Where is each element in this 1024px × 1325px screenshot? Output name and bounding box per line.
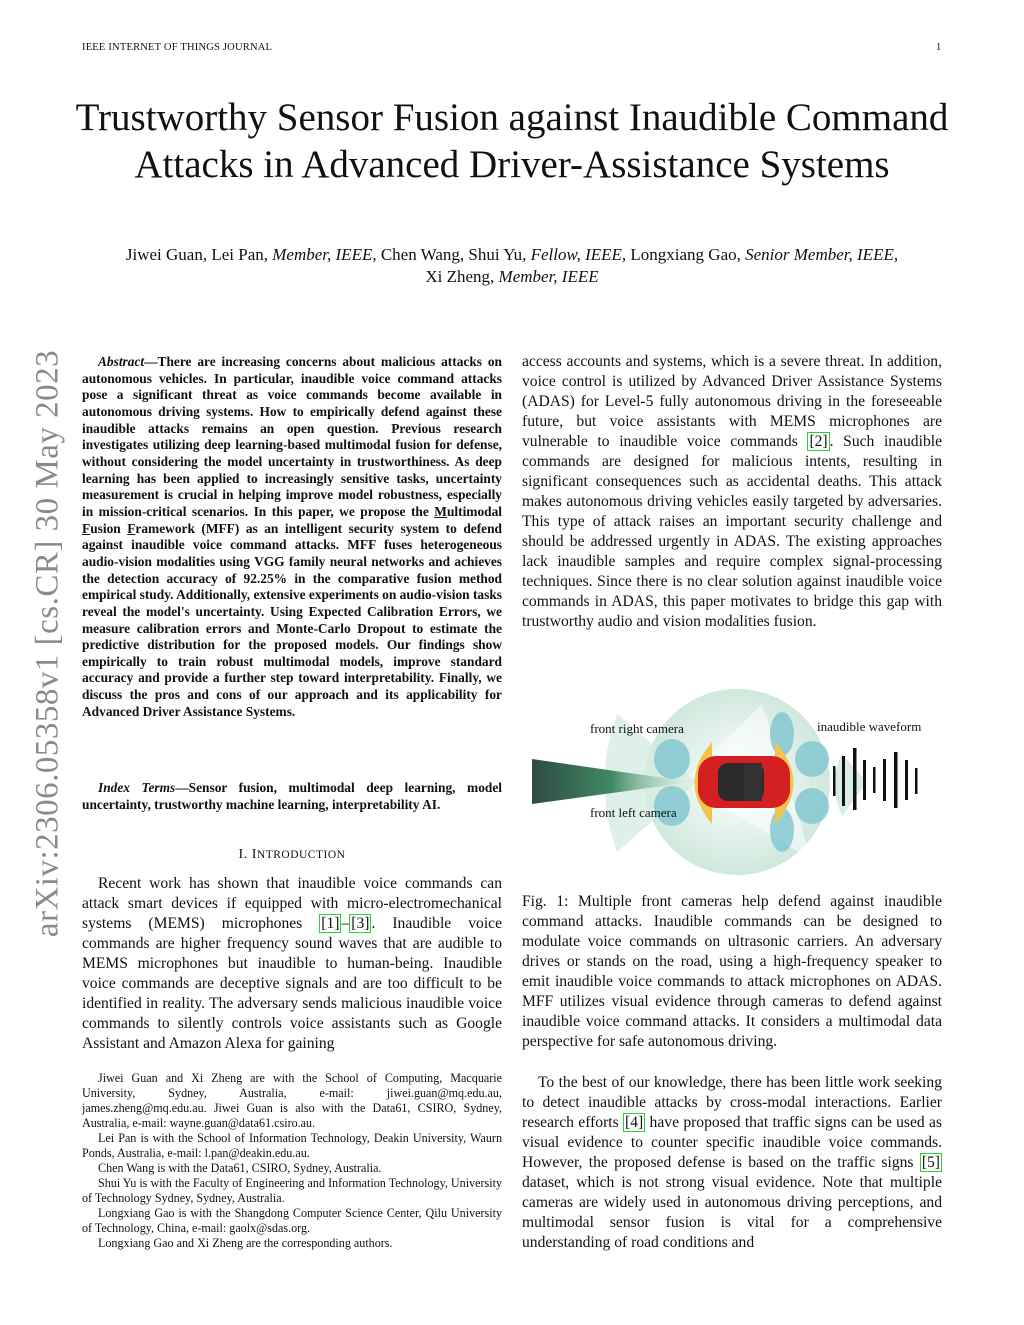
underline: F [127,520,136,536]
abstract-text: ultimodal [446,503,502,519]
citation-link[interactable]: [1] [321,915,340,932]
section-heading [82,847,502,863]
underline: F [82,520,91,536]
section-title: NTRODUCTION [256,849,346,861]
footnote: Shui Yu is with the Faculty of Engineering and Information Technology, University of Technology Sydney, Sydney, Australia. [82,1176,502,1205]
footnote: Longxiang Gao is with the Shangdong Computer Science Center, Qilu University of Technology, China, e-mail: gaolx@sdas.org. [82,1206,502,1235]
citation-link[interactable]: [3] [351,915,370,932]
author-role: Member, IEEE [498,267,599,286]
abstract-text: ramework [135,520,195,536]
page-number: 1 [936,42,942,53]
author: Lei Pan, [211,245,273,264]
figure-label: inaudible waveform [817,719,922,734]
text: To the best of our knowledge, there has been little work seeking to detect inaudible attacks by cross-modal interactions. Earlier research efforts [522,1074,942,1131]
figure-caption: Fig. 1: Multiple front cameras help defend against inaudible command attacks. Inaudible commands can be designed to modulate voice commands on ultrasonic carriers. An adversary drives or stands on the road, using a high-frequency speaker to emit inaudible voice commands to attack microphones on ADAS. MFF utilizes visual evidence through cameras to defend against inaudible voice command attacks. It considers a multimodal data perspective for safe autonomous driving. [522,893,942,1050]
figure-label: front right camera [590,721,684,736]
figure-1-illustration [522,684,942,884]
citation-link[interactable]: [5] [921,1154,940,1171]
section-title: I [251,847,257,862]
dash: — [144,354,158,369]
author: Shui Yu, [468,245,531,264]
author: Longxiang Gao, [630,245,746,264]
author: Xi Zheng, [425,267,499,286]
paper-title: Trustworthy Sensor Fusion against Inaudible Command Attacks in Advanced Driver-Assistance Systems [75,96,949,186]
text: have proposed that traffic signs can be used as visual evidence to counter specific inaudible voice commands. However, the proposed defense is based on the traffic signs [522,1114,943,1171]
index-terms-label: Index Terms [98,780,176,795]
index-terms-text: —Sensor fusion, multimodal deep learning, model uncertainty, trustworthy machine learning, interpretability AI. [82,780,502,812]
text: . Inaudible voice commands are higher frequency sound waves that are audible to MEMS microphones but inaudible to human-being. Inaudible voice commands are deceptive signals and are too difficult to be identified in reality. The adversary sends malicious inaudible voice commands to silently controls voice assistants such as Google Assistant and Amazon Alexa for gaining [82,915,502,1052]
text: access accounts and systems, which is a severe threat. In addition, voice control is utilized by Advanced Driver Assistance Systems (ADAS) for Level-5 fully autonomous driving in the foreseeable future, but voice assistants with MEMS microphones are vulnerable to inaudible voice commands [522,353,942,450]
index-terms [82,780,502,813]
footnotes [82,1071,502,1251]
citation-link[interactable]: [4] [625,1114,644,1131]
abstract [82,354,502,720]
footnote: Longxiang Gao and Xi Zheng are the corresponding authors. [98,1236,393,1250]
author: Chen Wang, [380,245,469,264]
author: Jiwei Guan, [125,245,212,264]
abstract-label: Abstract [98,354,145,369]
figure-label: front left camera [590,805,677,820]
footnote: Jiwei Guan and Xi Zheng are with the School of Computing, Macquarie University, Sydney, Australia, e-mail: jiwei.guan@mq.edu.au, james.zheng@mq.edu.au. Jiwei Guan is also with the Data61, CSIRO, Sydney, Australia, e-mail: wayne.guan@data61.csiro.au. [82,1071,502,1130]
author-role: Member, IEEE, [272,245,381,264]
footnote: Lei Pan is with the School of Information Technology, Deakin University, Waurn Ponds, Australia, e-mail: l.pan@deakin.edu.au. [82,1131,502,1160]
running-header: IEEE INTERNET OF THINGS JOURNAL [82,42,273,53]
arxiv-stamp: arXiv:2306.05358v1 [cs.CR] 30 May 2023 [29,349,66,938]
citation-link[interactable]: [2] [809,433,828,450]
abstract-text: (MFF) as an intelligent security system to defend against inaudible voice command attacks. MFF fuses heterogeneous audio-vision modalities using VGG family neural networks and achieves the detection accuracy of 92.25% in the comparative fusion method empirical study. Additionally, extensive experiments on audio-vision tasks reveal the model's uncertainty. Using Expected Calibration Errors, we measure calibration errors and Monte-Carlo Dropout to estimate the predictive distribution for the proposed models. Our findings show empirically to train robust multimodal models, improve standard accuracy and provide a further step toward interpretability. Finally, we discuss the pros and cons of our approach and its applicability for Advanced Driver Assistance Systems. [82,520,503,719]
author-role: Fellow, IEEE, [530,245,631,264]
footnote: Chen Wang is with the Data61, CSIRO, Sydney, Australia. [98,1161,382,1175]
text: dataset, which is not strong visual evidence. Note that multiple cameras are widely used in autonomous driving perceptions, and multimodal sensor fusion is vital for a comprehensive understanding of road conditions and [522,1174,942,1251]
intro-paragraph [82,874,502,1054]
section-number: I. [238,847,252,862]
text: . Such inaudible commands are designed for malicious intents, resulting in significant consequences such as accidental deaths. This attack makes autonomous driving vehicles easily targeted by adversaries. This type of attack raises an important security challenge and should be addressed urgently in ADAS. The existing approaches lack inaudible samples and require complex signal-processing techniques. Since there is no clear solution against inaudible voice commands in ADAS, this paper motivates to bridge this gap with trustworthy audio and vision modalities fusion. [522,433,942,630]
text: Recent work has shown that inaudible voice commands can attack smart devices if equipped with micro-electromechanical systems (MEMS) microphones [82,875,502,932]
abstract-text: There are increasing concerns about malicious attacks on autonomous vehicles. In particular, inaudible voice command attacks pose a significant threat as voice commands become available in autonomous driving systems. How to empirically defend against these inaudible attacks remains an open question. Previous research investigates utilizing deep learning-based multimodal fusion for defense, without considering the model uncertainty in trustworthiness. As deep learning has been applied to increasingly sensitive tasks, uncertainty measurement is crucial in helping improve model robustness, especially in mission-critical scenarios. In this paper, we propose the [82,354,502,519]
author-list [70,244,954,288]
right-paragraph [522,1073,942,1253]
text: – [341,915,350,932]
underline: M [434,503,447,519]
abstract-text: usion [90,520,128,536]
right-paragraph [522,352,942,632]
author-role: Senior Member, IEEE, [745,245,899,264]
